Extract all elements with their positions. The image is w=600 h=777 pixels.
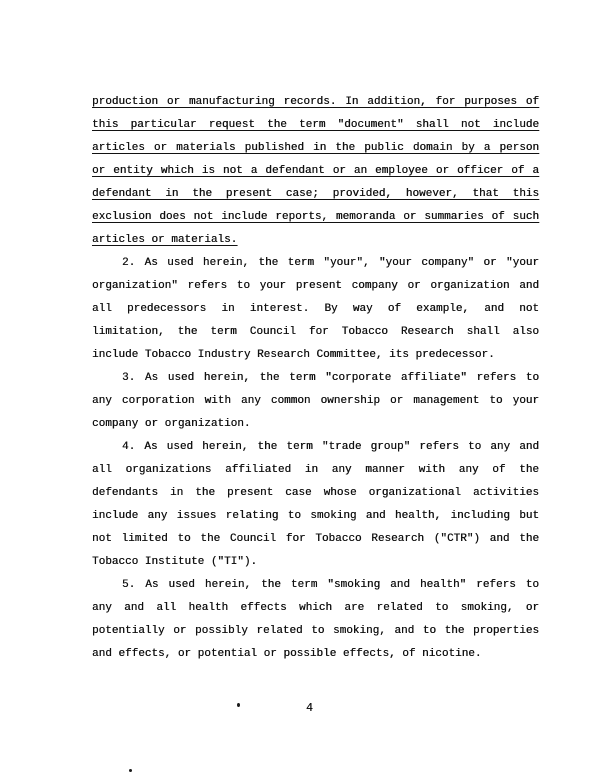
document-line: defendants in the present case whose organizational activities [92,487,539,499]
document-line: all predecessors in interest. By way of example, and not [92,303,539,315]
document-line: organization" refers to your present company or organization and [92,280,539,292]
document-line: articles or materials published in the public domain by a person [92,142,539,154]
document-line: or entity which is not a defendant or an employee or officer of a [92,165,539,177]
document-line: and effects, or potential or possible effects, of nicotine. [92,648,482,660]
document-text-block [92,91,539,666]
document-line: exclusion does not include reports, memoranda or summaries of such [92,211,539,223]
document-line: 3. As used herein, the term "corporate affiliate" refers to [122,372,539,384]
document-line: articles or materials. [92,234,238,246]
scan-artifact-dot [129,769,132,772]
document-line: this particular request the term "document" shall not include [92,119,539,131]
document-line: 2. As used herein, the term "your", "your company" or "your [122,257,539,269]
document-line: 5. As used herein, the term "smoking and health" refers to [122,579,539,591]
document-line: company or organization. [92,418,251,430]
document-line: potentially or possibly related to smoking, and to the properties [92,625,539,637]
document-line: 4. As used herein, the term "trade group" refers to any and [122,441,539,453]
document-line: limitation, the term Council for Tobacco Research shall also [92,326,539,338]
document-line: defendant in the present case; provided, however, that this [92,188,539,200]
document-line: production or manufacturing records. In addition, for purposes of [92,96,539,108]
document-line: all organizations affiliated in any manner with any of the [92,464,539,476]
document-line: any and all health effects which are related to smoking, or [92,602,539,614]
document-line: Tobacco Institute ("TI"). [92,556,258,568]
document-line: any corporation with any common ownership or management to your [92,395,539,407]
document-line: include Tobacco Industry Research Committee, its predecessor. [92,349,495,361]
document-line: include any issues relating to smoking and health, including but [92,510,539,522]
page-number: 4 [306,702,313,715]
scan-artifact-dot [237,703,240,707]
document-line: not limited to the Council for Tobacco Research ("CTR") and the [92,533,539,545]
